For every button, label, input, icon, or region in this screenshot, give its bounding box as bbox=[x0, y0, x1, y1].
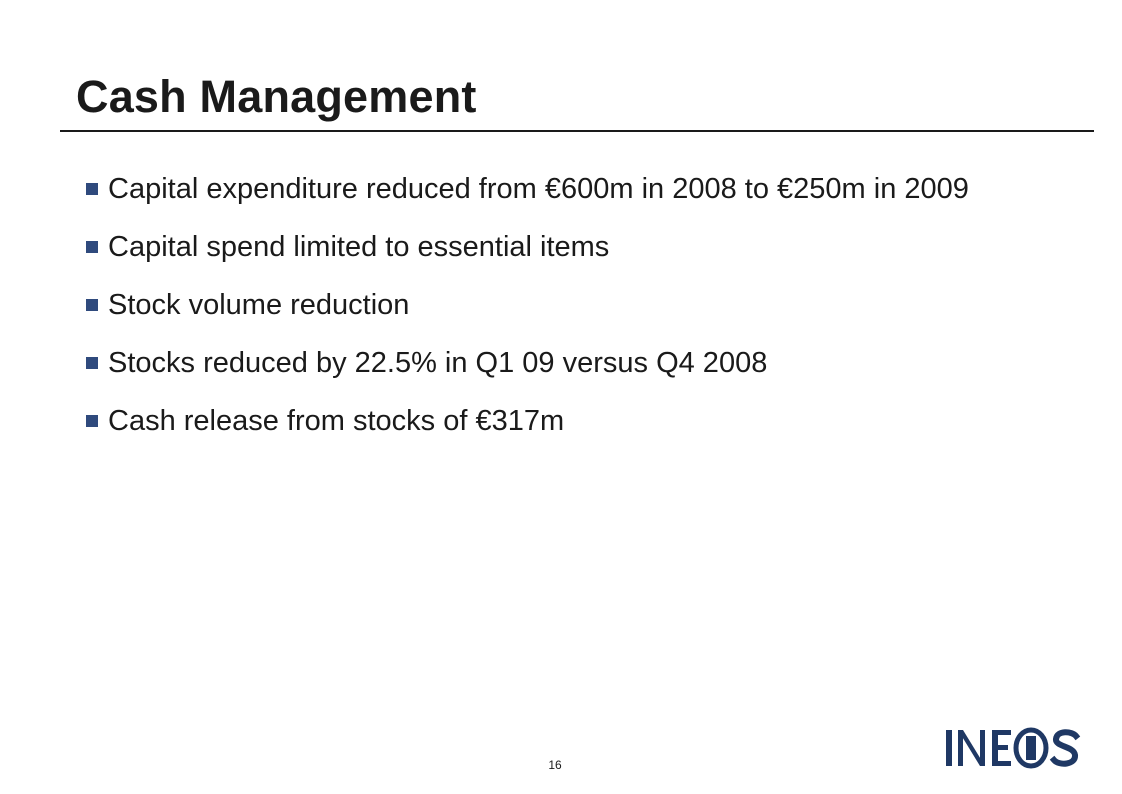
bullet-list bbox=[86, 170, 1096, 460]
bullet-text: Stocks reduced by 22.5% in Q1 09 versus Q4 2008 bbox=[108, 347, 768, 379]
page-number: 16 bbox=[548, 758, 562, 772]
bullet-item bbox=[86, 170, 1096, 208]
square-bullet-icon bbox=[86, 183, 98, 195]
bullet-text: Capital spend limited to essential items bbox=[108, 231, 610, 263]
square-bullet-icon bbox=[86, 241, 98, 253]
bullet-text: Cash release from stocks of €317m bbox=[108, 405, 565, 437]
bullet-item bbox=[86, 344, 1096, 382]
square-bullet-icon bbox=[86, 415, 98, 427]
bullet-item bbox=[86, 402, 1096, 440]
ineos-logo bbox=[944, 726, 1084, 770]
page-title: Cash Management bbox=[76, 71, 477, 122]
square-bullet-icon bbox=[86, 357, 98, 369]
bullet-item bbox=[86, 286, 1096, 324]
bullet-text: Stock volume reduction bbox=[108, 289, 410, 321]
bullet-text: Capital expenditure reduced from €600m in 2008 to €250m in 2009 bbox=[108, 173, 969, 205]
bullet-item bbox=[86, 228, 1096, 266]
title-divider bbox=[60, 130, 1094, 132]
square-bullet-icon bbox=[86, 299, 98, 311]
